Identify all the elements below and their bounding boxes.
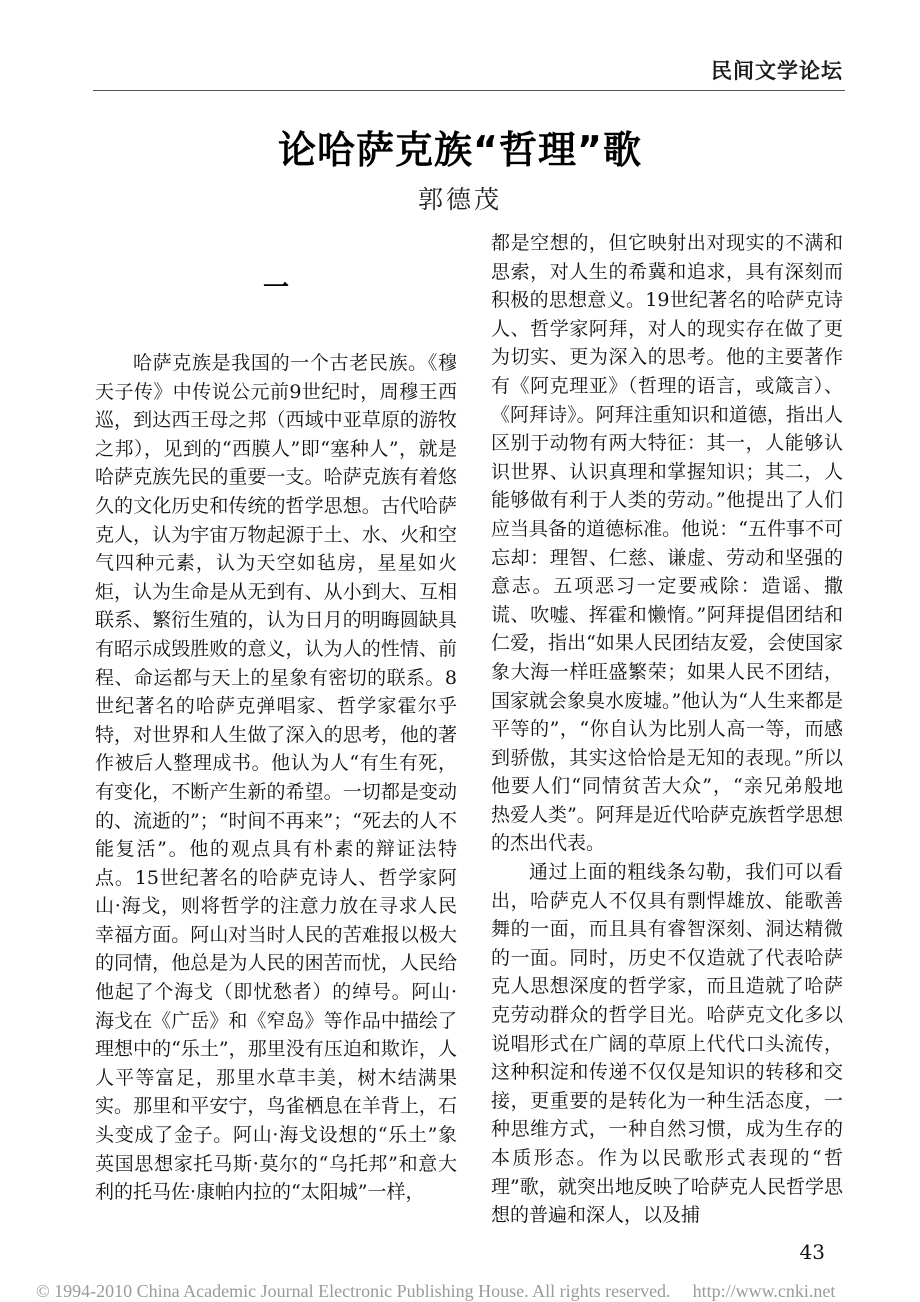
article-author: 郭德茂: [417, 185, 502, 214]
copyright-text: © 1994-2010 China Academic Journal Electronic Publishing House. All rights reserved.: [36, 1280, 671, 1301]
article-title: 论哈萨克族“哲理”歌: [278, 128, 642, 172]
section-number: 一: [262, 273, 289, 303]
left-column: [95, 229, 457, 1230]
running-head-section: 民间文学论坛: [711, 58, 843, 83]
cnki-url: http://www.cnki.net: [692, 1280, 836, 1301]
page-number: 43: [799, 1239, 825, 1264]
header-rule: [93, 58, 845, 91]
body-columns: [95, 229, 843, 1230]
right-column: [491, 229, 843, 1230]
paragraph-continued: 都是空想的，但它映射出对现实的不满和思索，对人生的希冀和追求，具有深刻而积极的思想意义。19世纪著名的哈萨克诗人、哲学家阿拜，对人的现实存在做了更为切实、更为深入的思考。他的主要著作有《阿克理亚》（哲理的语言，或箴言）、《阿拜诗》。阿拜注重知识和道德，指出人区别于动物有两大特征：其一，人能够认识世界、认识真理和掌握知识；其二，人能够做有利于人类的劳动。”他提出了人们应当具备的道德标准。他说：“五件事不可忘却：理智、仁慈、谦虚、劳动和坚强的意志。五项恶习一定要戒除：造谣、撒谎、吹嘘、挥霍和懒惰。”阿拜提倡团结和仁爱，指出“如果人民团结友爱，会使国家象大海一样旺盛繁荣；如果人民不团结，国家就会象臭水废墟。”他认为“人生来都是平等的”，“你自认为比别人高一等，而感到骄傲，其实这恰恰是无知的表现。”所以他要人们“同情贫苦大众”，“亲兄弟般地热爱人类”。阿拜是近代哈萨克族哲学思想的杰出代表。: [491, 232, 843, 855]
paragraph: 通过上面的粗线条勾勒，我们可以看出，哈萨克人不仅具有剽悍雄放、能歌善舞的一面，而且具有睿智深刻、洞达精微的一面。同时，历史不仅造就了代表哈萨克人思想深度的哲学家，而且造就了哈萨克劳动群众的哲学目光。哈萨克文化多以说唱形式在广阔的草原上代代口头流传，这种积淀和传递不仅仅是知识的转移和交接，更重要的是转化为一种生活态度，一种思维方式，一种自然习惯，成为生存的本质形态。作为以民歌形式表现的“哲理”歌，就突出地反映了哈萨克人民哲学思想的普遍和深人，以及捕: [491, 861, 843, 1227]
paragraph: 哈萨克族是我国的一个古老民族。《穆天子传》中传说公元前9世纪时，周穆王西巡，到达西王母之邦（西域中亚草原的游牧之邦），见到的“西膜人”即“塞种人”，就是哈萨克族先民的重要一支。哈萨克族有着悠久的文化历史和传统的哲学思想。古代哈萨克人，认为宇宙万物起源于土、水、火和空气四种元素，认为天空如毡房，星星如火炬，认为生命是从无到有、从小到大、互相联系、繁衍生殖的，认为日月的明晦圆缺具有昭示成毁胜败的意义，认为人的性情、前程、命运都与天上的星象有密切的联系。8世纪著名的哈萨克弹唱家、哲学家霍尔乎特，对世界和人生做了深入的思考，他的著作被后人整理成书。他认为人“有生有死，有变化，不断产生新的希望。一切都是变动的、流逝的”；“时间不再来”；“死去的人不能复活”。他的观点具有朴素的辩证法特点。15世纪著名的哈萨克诗人、哲学家阿山·海戈，则将哲学的注意力放在寻求人民幸福方面。阿山对当时人民的苦难报以极大的同情，他总是为人民的困苦而忧，人民给他起了个海戈（即忧愁者）的绰号。阿山·海戈在《广岳》和《窄岛》等作品中描绘了理想中的“乐土”，那里没有压迫和欺诈，人人平等富足，那里水草丰美，树木结满果实。那里和平安宁，鸟雀栖息在羊背上，石头变成了金子。阿山·海戈设想的“乐土”象英国思想家托马斯·莫尔的“乌托邦”和意大利的托马佐·康帕内拉的“太阳城”一样，: [95, 352, 457, 1204]
